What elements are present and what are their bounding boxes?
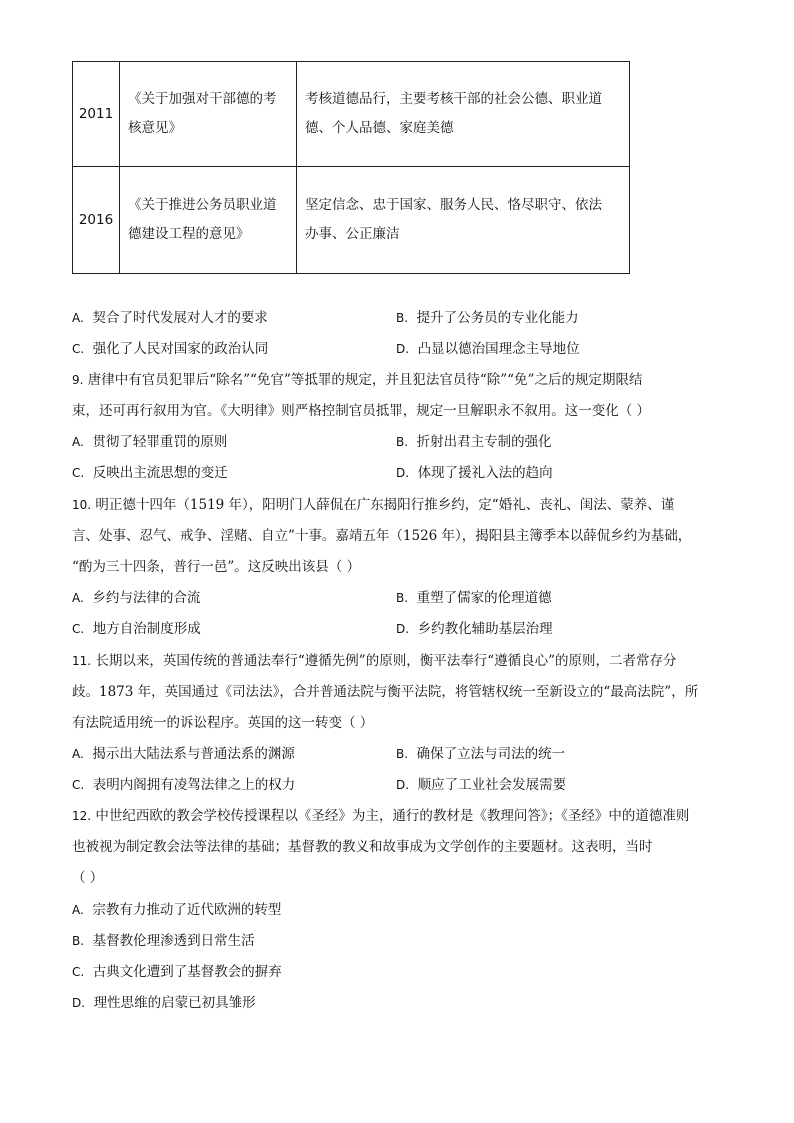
document-cell bbox=[120, 62, 297, 167]
q11-option-d[interactable]: D. 顺应了工业社会发展需要 bbox=[396, 777, 567, 793]
q8-option-d[interactable]: D. 凸显以德治国理念主导地位 bbox=[396, 341, 580, 357]
q11-stem-line: 有法院适用统一的诉讼程序。英国的这一转变（ ） bbox=[72, 715, 374, 731]
option-text: 地方自治制度形成 bbox=[92, 621, 201, 637]
q12-option-c[interactable]: C. 古典文化遭到了基督教会的摒弃 bbox=[72, 964, 282, 980]
document-line: 核意见》 bbox=[128, 120, 182, 136]
document-line: 德建设工程的意见》 bbox=[128, 226, 250, 242]
year-cell: 2016 bbox=[73, 167, 120, 274]
option-text: 古典文化遭到了基督教会的摒弃 bbox=[92, 964, 282, 980]
q12-stem-line: （ ） bbox=[72, 870, 104, 886]
option-text: 折射出君主专制的强化 bbox=[416, 434, 552, 450]
q9-option-b[interactable]: B. 折射出君主专制的强化 bbox=[396, 434, 552, 450]
content-cell bbox=[297, 167, 630, 274]
question-number: 12. bbox=[72, 809, 92, 823]
option-text: 乡约教化辅助基层治理 bbox=[417, 621, 553, 637]
q12-stem-line: 也被视为制定教会法等法律的基础；基督教的教义和故事成为文学创作的主要题材。这表明，当时 bbox=[72, 839, 653, 855]
q12-stem-line bbox=[72, 806, 689, 826]
q10-option-a[interactable]: A. 乡约与法律的合流 bbox=[72, 590, 201, 606]
table-row bbox=[73, 167, 630, 274]
question-number: 10. bbox=[72, 498, 92, 512]
content-cell bbox=[297, 62, 630, 167]
q11-stem-line: 歧。1873 年，英国通过《司法法》，合并普通法院与衡平法院，将管辖权统一至新设立的“最高法院”，所 bbox=[72, 684, 699, 700]
q12-option-d[interactable]: D. 理性思维的启蒙已初具雏形 bbox=[72, 995, 256, 1011]
q9-option-a[interactable]: A. 贯彻了轻罪重罚的原则 bbox=[72, 434, 228, 450]
stem-text: 明正德十四年（1519 年），阳明门人薛侃在广东揭阳行推乡约，定“婚礼、丧礼、闺法、蒙养、谨 bbox=[95, 497, 675, 513]
option-text: 体现了援礼入法的趋向 bbox=[417, 465, 553, 481]
question-number: 11. bbox=[72, 654, 92, 668]
q9-stem-line bbox=[72, 370, 642, 390]
option-text: 凸显以德治国理念主导地位 bbox=[417, 341, 580, 357]
stem-text: 中世纪西欧的教会学校传授课程以《圣经》为主，通行的教材是《教理问答》；《圣经》中的道德准则 bbox=[95, 808, 690, 824]
table-row bbox=[73, 62, 630, 167]
option-text: 基督教伦理渗透到日常生活 bbox=[92, 933, 255, 949]
option-text: 理性思维的启蒙已初具雏形 bbox=[93, 995, 256, 1011]
option-text: 表明内阁拥有凌驾法律之上的权力 bbox=[92, 777, 296, 793]
q11-stem-line bbox=[72, 651, 677, 671]
question-number: 9. bbox=[72, 373, 84, 387]
q8-option-c[interactable]: C. 强化了人民对国家的政治认同 bbox=[72, 341, 269, 357]
q10-option-c[interactable]: C. 地方自治制度形成 bbox=[72, 621, 201, 637]
stem-text: 唐律中有官员犯罪后“除名”“免官”等抵罪的规定，并且犯法官员待“除”“免”之后的规定期限结 bbox=[87, 372, 643, 388]
q8-option-b[interactable]: B. 提升了公务员的专业化能力 bbox=[396, 310, 579, 326]
q12-option-a[interactable]: A. 宗教有力推动了近代欧洲的转型 bbox=[72, 902, 282, 918]
option-text: 重塑了儒家的伦理道德 bbox=[416, 590, 552, 606]
option-text: 反映出主流思想的变迁 bbox=[92, 465, 228, 481]
stem-text: 长期以来，英国传统的普通法奉行“遵循先例”的原则，衡平法奉行“遵循良心”的原则，二者常存分 bbox=[95, 653, 677, 669]
document-line: 《关于推进公务员职业道 bbox=[128, 197, 277, 213]
option-text: 提升了公务员的专业化能力 bbox=[416, 310, 579, 326]
document-cell bbox=[120, 167, 297, 274]
q11-option-c[interactable]: C. 表明内阁拥有凌驾法律之上的权力 bbox=[72, 777, 296, 793]
option-text: 宗教有力推动了近代欧洲的转型 bbox=[92, 902, 282, 918]
q10-option-d[interactable]: D. 乡约教化辅助基层治理 bbox=[396, 621, 553, 637]
content-line: 坚定信念、忠于国家、服务人民、恪尽职守、依法 bbox=[305, 197, 602, 213]
option-text: 确保了立法与司法的统一 bbox=[416, 746, 566, 762]
q11-option-a[interactable]: A. 揭示出大陆法系与普通法系的渊源 bbox=[72, 746, 295, 762]
policy-table bbox=[72, 61, 630, 274]
option-text: 乡约与法律的合流 bbox=[92, 590, 201, 606]
option-text: 强化了人民对国家的政治认同 bbox=[92, 341, 269, 357]
option-text: 贯彻了轻罪重罚的原则 bbox=[92, 434, 228, 450]
document-line: 《关于加强对干部德的考 bbox=[128, 91, 277, 107]
q11-option-b[interactable]: B. 确保了立法与司法的统一 bbox=[396, 746, 566, 762]
q10-stem-line: “酌为三十四条，普行一邑”。这反映出该县（ ） bbox=[72, 559, 361, 575]
content-line: 考核道德品行，主要考核干部的社会公德、职业道 bbox=[305, 91, 602, 107]
option-text: 契合了时代发展对人才的要求 bbox=[92, 310, 268, 326]
q8-option-a[interactable]: A. 契合了时代发展对人才的要求 bbox=[72, 310, 268, 326]
q9-stem-line: 束，还可再行叙用为官。《大明律》则严格控制官员抵罪，规定一旦解职永不叙用。这一变化（ ） bbox=[72, 403, 651, 419]
content-line: 办事、公正廉洁 bbox=[305, 226, 400, 242]
year-cell: 2011 bbox=[73, 62, 120, 167]
q10-stem-line bbox=[72, 495, 674, 515]
q10-option-b[interactable]: B. 重塑了儒家的伦理道德 bbox=[396, 590, 552, 606]
option-text: 揭示出大陆法系与普通法系的渊源 bbox=[92, 746, 295, 762]
q9-option-d[interactable]: D. 体现了援礼入法的趋向 bbox=[396, 465, 553, 481]
q12-option-b[interactable]: B. 基督教伦理渗透到日常生活 bbox=[72, 933, 255, 949]
q10-stem-line: 言、处事、忍气、戒争、淫赌、自立”十事。嘉靖五年（1526 年），揭阳县主簿季本以薛侃乡约为基础， bbox=[72, 528, 692, 544]
option-text: 顺应了工业社会发展需要 bbox=[417, 777, 567, 793]
q9-option-c[interactable]: C. 反映出主流思想的变迁 bbox=[72, 465, 228, 481]
content-line: 德、个人品德、家庭美德 bbox=[305, 120, 454, 136]
